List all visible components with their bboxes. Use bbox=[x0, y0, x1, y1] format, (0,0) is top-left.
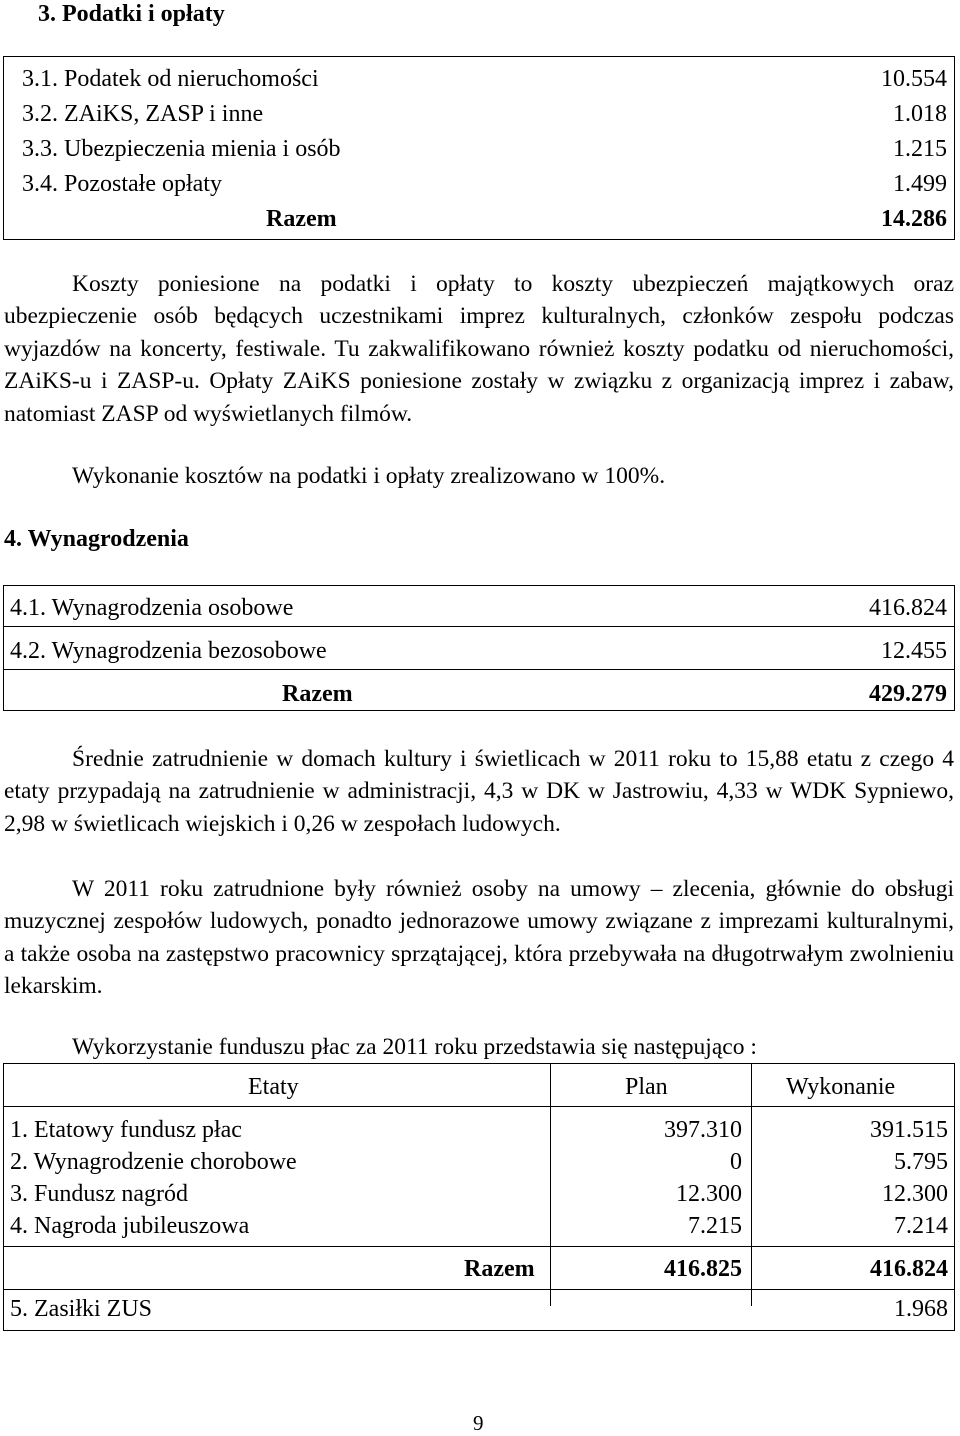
taxes-paragraph-text: Koszty poniesione na podatki i opłaty to koszty ubezpieczeń majątkowych oraz ubezpieczenie osób będących uczestnikami imprez kulturalnych, członków zespołu podczas wyjazdów na koncerty, festiwale. Tu zakwalifikowano również koszty podatku od nieruchomości, ZAiKS-u i ZASP-u. Opłaty ZAiKS poniesione zostały w związku z organizacją imprez i zabaw, natomiast ZASP od wyświetlanych filmów. bbox=[4, 271, 954, 427]
zus-value: 1.968 bbox=[894, 1296, 948, 1322]
contracts-paragraph-text: W 2011 roku zatrudnione były również osoby na umowy – zlecenia, głównie do obsługi muzycznej zespołów ludowych, ponadto jednorazowe umowy związane z imprezami kulturalnymi, a także osoba na zastępstwo pracownicy sprzątającej, która przebywała na długotrwałym zwolnieniu lekarskim. bbox=[4, 876, 954, 1000]
fund-intro: Wykorzystanie funduszu płac za 2011 roku przedstawia się następująco : bbox=[72, 1034, 757, 1060]
fund-total-exec: 416.824 bbox=[870, 1256, 948, 1282]
tax-row-2-label: 3.2. ZAiKS, ZASP i inne bbox=[22, 101, 264, 127]
salary-total-label: Razem bbox=[282, 681, 353, 707]
tax-row-4-value: 1.499 bbox=[893, 171, 947, 197]
fund-row-4-label: 4. Nagroda jubileuszowa bbox=[10, 1213, 250, 1239]
tax-row-2-value: 1.018 bbox=[893, 101, 947, 127]
tax-row-3-value: 1.215 bbox=[893, 136, 947, 162]
fund-row-3-plan: 12.300 bbox=[676, 1181, 742, 1207]
contracts-paragraph bbox=[4, 873, 954, 1003]
fund-total-plan: 416.825 bbox=[664, 1256, 742, 1282]
section-3-heading: 3. Podatki i opłaty bbox=[38, 1, 225, 27]
salary-row-1-label: 4.1. Wynagrodzenia osobowe bbox=[10, 595, 294, 621]
tax-total-value: 14.286 bbox=[881, 206, 947, 232]
salary-row-2-value: 12.455 bbox=[881, 638, 947, 664]
fund-row-4-exec: 7.214 bbox=[894, 1213, 948, 1239]
tax-row-4-label: 3.4. Pozostałe opłaty bbox=[22, 171, 222, 197]
zus-label: 5. Zasiłki ZUS bbox=[10, 1296, 152, 1322]
salary-total-value: 429.279 bbox=[869, 681, 947, 707]
fund-row-2-exec: 5.795 bbox=[894, 1149, 948, 1175]
fund-row-4-plan: 7.215 bbox=[688, 1213, 742, 1239]
salary-row-divider-2 bbox=[4, 669, 954, 670]
fund-row-2-plan: 0 bbox=[730, 1149, 742, 1175]
fund-total-label: Razem bbox=[464, 1256, 535, 1282]
fund-row-1-plan: 397.310 bbox=[664, 1117, 742, 1143]
salary-row-2-label: 4.2. Wynagrodzenia bezosobowe bbox=[10, 638, 327, 664]
employment-paragraph-text: Średnie zatrudnienie w domach kultury i świetlicach w 2011 roku to 15,88 etatu z czego 4 etaty przypadają na zatrudnienie w administracji, 4,3 w DK w Jastrowiu, 4,33 w WDK Sypniewo, 2,98 w świetlicach wiejskich i 0,26 w zespołach ludowych. bbox=[4, 746, 954, 837]
tax-row-3-label: 3.3. Ubezpieczenia mienia i osób bbox=[22, 136, 341, 162]
fund-row-1-exec: 391.515 bbox=[870, 1117, 948, 1143]
tax-total-label: Razem bbox=[266, 206, 337, 232]
salary-row-1-value: 416.824 bbox=[869, 595, 947, 621]
taxes-execution-note: Wykonanie kosztów na podatki i opłaty zrealizowano w 100%. bbox=[72, 463, 666, 489]
fund-header-divider bbox=[4, 1106, 954, 1107]
fund-header-etaty: Etaty bbox=[248, 1074, 299, 1100]
tax-row-1-value: 10.554 bbox=[881, 66, 947, 92]
page-number: 9 bbox=[473, 1411, 484, 1435]
section-4-heading: 4. Wynagrodzenia bbox=[4, 526, 189, 552]
fund-header-plan: Plan bbox=[625, 1074, 668, 1100]
taxes-paragraph bbox=[4, 268, 954, 430]
employment-paragraph bbox=[4, 743, 954, 840]
fund-header-wykonanie: Wykonanie bbox=[786, 1074, 896, 1100]
fund-row-2-label: 2. Wynagrodzenie chorobowe bbox=[10, 1149, 297, 1175]
section-3-table bbox=[3, 56, 955, 240]
fund-row-3-exec: 12.300 bbox=[882, 1181, 948, 1207]
fund-row-1-label: 1. Etatowy fundusz płac bbox=[10, 1117, 242, 1143]
salary-row-divider-1 bbox=[4, 626, 954, 627]
fund-row-3-label: 3. Fundusz nagród bbox=[10, 1181, 188, 1207]
fund-col-divider-2 bbox=[751, 1064, 752, 1306]
tax-row-1-label: 3.1. Podatek od nieruchomości bbox=[22, 66, 319, 92]
zus-row bbox=[3, 1288, 955, 1331]
fund-col-divider-1 bbox=[550, 1064, 551, 1306]
fund-body-divider bbox=[4, 1246, 954, 1247]
salaries-table bbox=[3, 585, 955, 711]
